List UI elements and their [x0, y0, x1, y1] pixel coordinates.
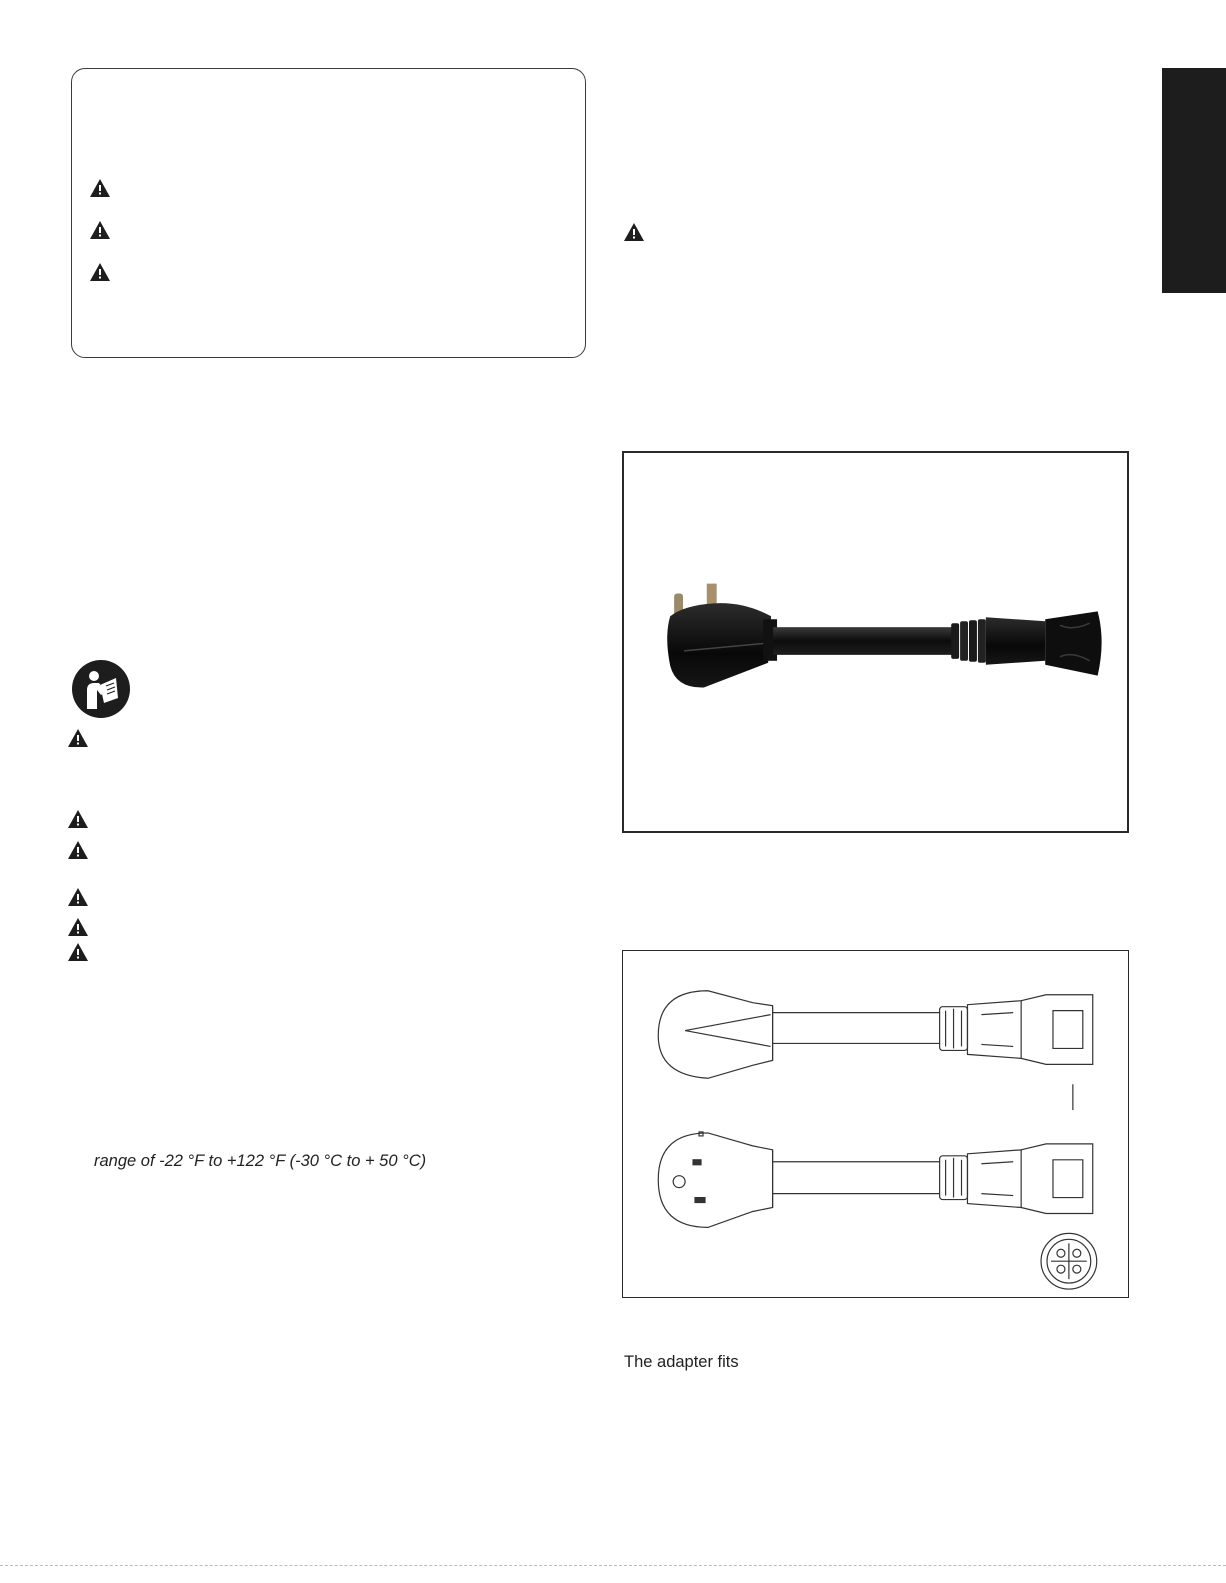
warning-triangle-icon: [67, 840, 89, 860]
warning-triangle-icon: [623, 222, 645, 242]
warning-triangle-icon: [89, 220, 111, 240]
warning-triangle-icon: [67, 887, 89, 907]
warning-triangle-icon: [67, 942, 89, 962]
warning-triangle-icon: [67, 809, 89, 829]
page-bottom-rule: [0, 1565, 1226, 1566]
temperature-range-text: range of -22 °F to +122 °F (-30 °C to + 50 °C): [94, 1152, 427, 1170]
adapter-photo: [624, 453, 1127, 831]
adapter-drawing-frame: [622, 950, 1129, 1298]
warning-triangle-icon: [89, 178, 111, 198]
warning-triangle-icon: [67, 728, 89, 748]
read-manual-icon: [70, 659, 132, 719]
warning-triangle-icon: [89, 262, 111, 282]
warning-box: [71, 68, 586, 358]
warning-triangle-icon: [67, 917, 89, 937]
adapter-line-drawing: [623, 951, 1128, 1297]
adapter-photo-frame: [622, 451, 1129, 833]
adapter-fits-text: The adapter fits: [624, 1353, 739, 1371]
side-tab: [1162, 68, 1226, 293]
